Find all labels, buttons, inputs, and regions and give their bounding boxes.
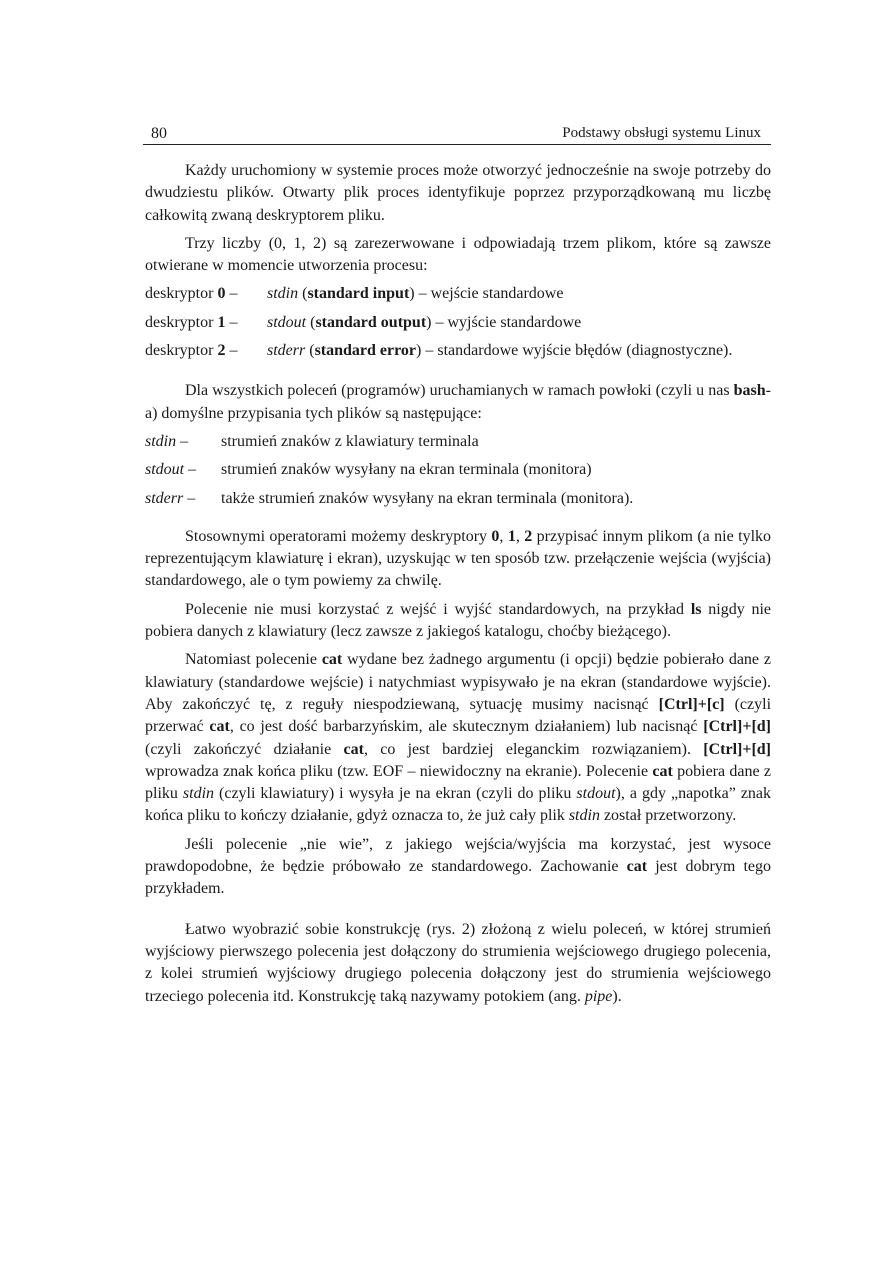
paragraph-fallback: Jeśli polecenie „nie wie”, z jakiego wejścia/wyjścia ma korzystać, jest wysoce prawdopodobne, że będzie próbowało ze standardowego. Zachowanie cat jest dobrym tego przykładem.: [145, 835, 771, 898]
descriptor-desc: stderr (standard error) – standardowe wyjście błędów (diagnostyczne).: [267, 342, 733, 360]
stream-row-stdin: stdin – strumień znaków z klawiatury terminala: [145, 432, 479, 450]
page-body: [145, 160, 771, 1008]
page-number: 80: [151, 125, 167, 142]
descriptor-row-0: [145, 283, 771, 305]
paragraph-ls: Polecenie nie musi korzystać z wejść i wyjść standardowych, na przykład ls nigdy nie pobiera danych z klawiatury (lecz zawsze z jakiegoś katalogu, choćby bieżącego).: [145, 600, 772, 641]
running-header: [143, 123, 771, 145]
paragraph-intro-2: Trzy liczby (0, 1, 2) są zarezerwowane i odpowiadają trzem plikom, które są zawsze otwierane w momencie utworzenia procesu:: [145, 234, 771, 275]
running-title: Podstawy obsługi systemu Linux: [562, 125, 761, 141]
header-rule: [143, 144, 771, 145]
paragraph-cat: Natomiast polecenie cat wydane bez żadnego argumentu (i opcji) będzie pobierało dane z klawiatury (standardowe wejście) i natychmiast wypisywało je na ekran (standardowe wyjście). Aby zakończyć tę, z reguły niespodziewaną, sytuację musimy nacisnąć [Ctrl]+[c] (czyli przerwać cat, co jest dość barbarzyńskim, ale skutecznym działaniem) lub nacisnąć [Ctrl]+[d] (czyli zakończyć działanie cat, co jest bardziej eleganckim rozwiązaniem). [Ctrl]+[d] wprowadza znak końca pliku (tzw. EOF – niewidoczny na ekranie). Polecenie cat pobiera dane z pliku stdin (czyli klawiatury) i wysyła je na ekran (czyli do pliku stdout), a gdy „napotka” znak końca pliku to kończy działanie, gdyż oznacza to, że już cały plik stdin został przetworzony.: [145, 651, 772, 825]
stream-row-stderr: stderr – także strumień znaków wysyłany na ekran terminala (monitora).: [145, 489, 634, 507]
descriptor-desc: stdin (standard input) – wejście standardowe: [267, 285, 564, 303]
descriptor-row-1: [145, 312, 771, 334]
descriptor-row-2: [145, 340, 771, 362]
descriptor-label: deskryptor 0 –: [145, 285, 238, 303]
paragraph-defaults: Dla wszystkich poleceń (programów) uruchamianych w ramach powłoki (czyli u nas bash-a) domyślne przypisania tych plików są następujące:: [145, 382, 771, 422]
descriptor-label: deskryptor 1 –: [145, 313, 238, 331]
descriptor-desc: stdout (standard output) – wyjście standardowe: [267, 313, 582, 331]
paragraph-intro-1: Każdy uruchomiony w systemie proces może otworzyć jednocześnie na swoje potrzeby do dwudziestu plików. Otwarty plik proces identyfikuje poprzez przyporządkowaną mu liczbę całkowitą zwaną deskryptorem pliku.: [145, 162, 771, 224]
descriptor-label: deskryptor 2 –: [145, 342, 238, 360]
paragraph-pipe: Łatwo wyobrazić sobie konstrukcję (rys. 2) złożoną z wielu poleceń, w której strumień wyjściowy pierwszego polecenia jest dołączony do strumienia wejściowego drugiego polecenia, z kolei strumień wyjściowy drugiego polecenia dołączony jest do strumienia wejściowego trzeciego polecenia itd. Konstrukcję taką nazywamy potokiem (ang. pipe).: [145, 920, 771, 1005]
paragraph-redirection: Stosownymi operatorami możemy deskryptory 0, 1, 2 przypisać innym plikom (a nie tylko reprezentującym klawiaturę i ekran), uzyskując w ten sposób tzw. przełączenie wejścia (wyjścia) standardowego, ale o tym powiemy za chwilę.: [145, 527, 772, 590]
stream-row-stdout: stdout – strumień znaków wysyłany na ekran terminala (monitora): [145, 461, 592, 479]
